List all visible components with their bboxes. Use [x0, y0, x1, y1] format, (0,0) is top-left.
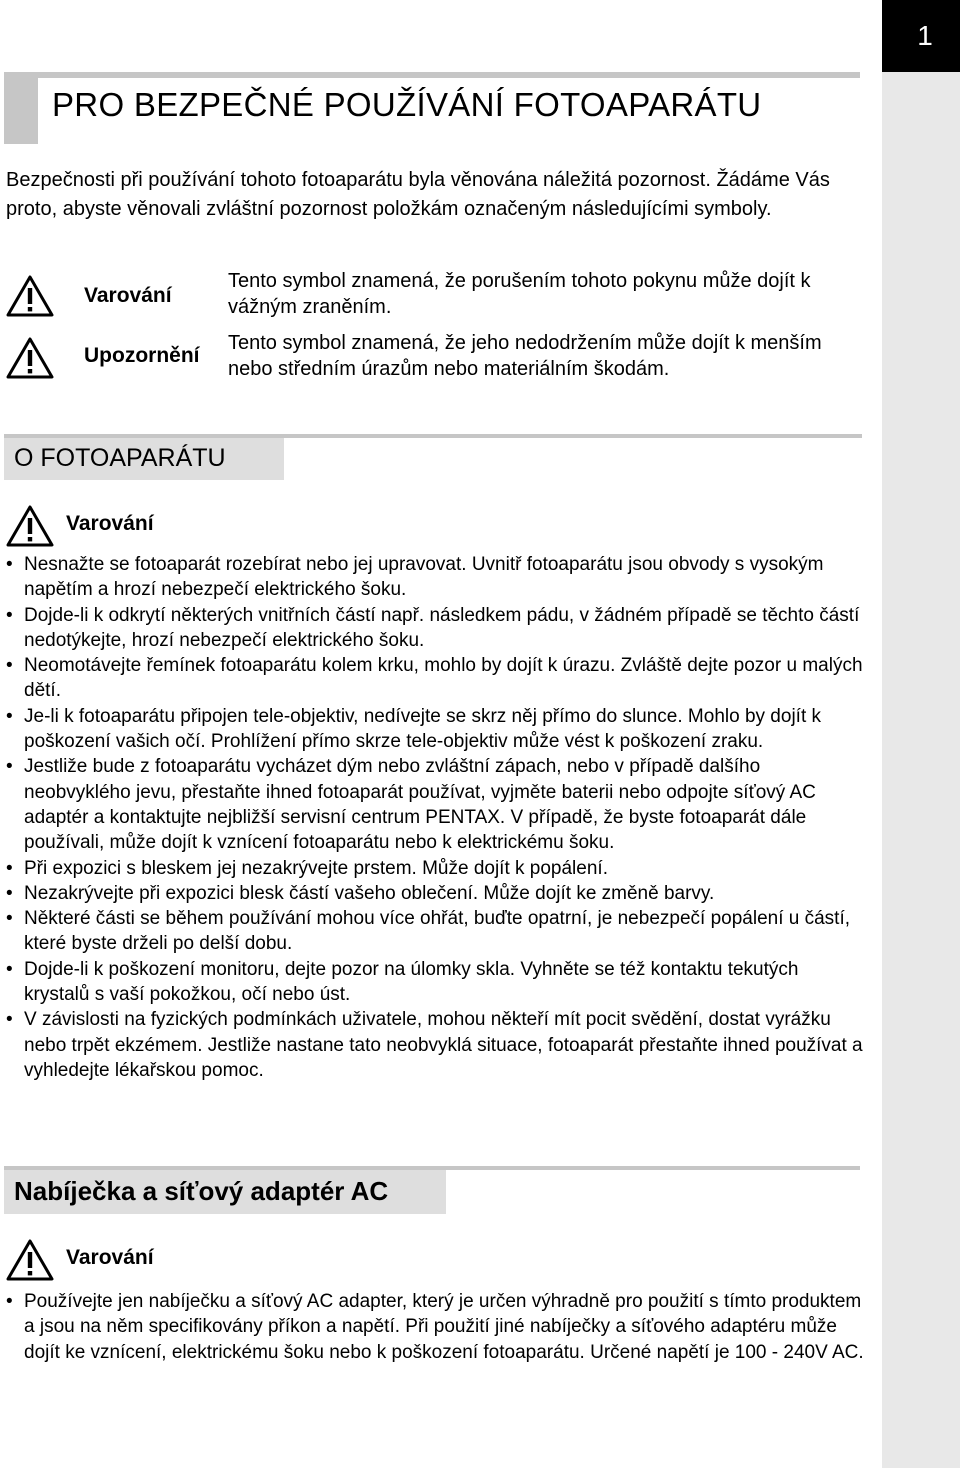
title-rule	[38, 72, 860, 78]
list-item: • Při expozici s bleskem jej nezakrývejte prstem. Může dojít k popálení.	[6, 856, 868, 881]
list-item: • Neomotávejte řemínek fotoaparátu kolem krku, mohlo by dojít k úrazu. Zvláště dejte pozor u malých dětí.	[6, 653, 868, 704]
page-title: PRO BEZPEČNÉ POUŽÍVÁNÍ FOTOAPARÁTU	[52, 86, 762, 123]
list-item: • V závislosti na fyzických podmínkách uživatele, mohou někteří mít pocit svědění, dostat vyrážku nebo trpět ekzémem. Jestliže nastane tato neobvyklá situace, fotoaparát přestaňte ihned používat a vyhledejte lékařskou pomoc.	[6, 1007, 868, 1083]
title-marker-block	[4, 72, 38, 144]
warning-label: Varování	[66, 1246, 154, 1269]
warning-list	[6, 1289, 868, 1365]
intro-text: Bezpečnosti při používání tohoto fotoaparátu byla věnována náležitá pozornost. Žádáme Vás proto, abyste věnovali zvláštní pozornost položkám označeným následujícími symboly.	[6, 169, 830, 220]
list-item: • Je-li k fotoaparátu připojen tele-objektiv, nedívejte se skrz něj přímo do slunce. Mohlo by dojít k poškození vašich očí. Prohlížení přímo skrze tele-objektiv může vést k poškození zraku.	[6, 704, 868, 755]
symbol-warning-text: Tento symbol znamená, že porušením tohoto pokynu může dojít k vážným zraněním.	[228, 270, 811, 318]
list-item: • Nezakrývejte při expozici blesk částí vašeho oblečení. Může dojít ke změně barvy.	[6, 881, 868, 906]
title-band	[4, 72, 860, 144]
list-item: • Některé části se během používání mohou více ohřát, buďte opatrní, je nebezpečí popálení u částí, které byste drželi po delší dobu.	[6, 906, 868, 957]
section-heading-box	[4, 1170, 446, 1214]
list-item: • Dojde-li k odkrytí některých vnitřních částí např. následkem pádu, v žádném případě se těchto částí nedotýkejte, hrozí nebezpečí elektrického šoku.	[6, 603, 868, 654]
symbol-caution-label: Upozornění	[84, 344, 200, 367]
list-item: • Nesnažte se fotoaparát rozebírat nebo jej upravovat. Uvnitř fotoaparátu jsou obvody s vysokým napětím a hrozí nebezpečí elektrického šoku.	[6, 552, 868, 603]
list-item: • Používejte jen nabíječku a síťový AC adapter, který je určen výhradně pro použití s tímto produktem a jsou na něm specifikovány příkon a napětí. Při použití jiné nabíječky a síťového adaptéru může dojít ke vznícení, elektrickému šoku nebo k poškození fotoaparátu. Určené napětí je 100 - 240V AC.	[6, 1289, 868, 1365]
section-heading-box	[4, 438, 284, 480]
symbol-caution-text: Tento symbol znamená, že jeho nedodržením může dojít k menším nebo středním úrazům nebo materiálním škodám.	[228, 332, 822, 380]
page-number-tab	[882, 0, 960, 72]
page-number: 1	[917, 20, 933, 51]
warning-triangle-icon	[6, 504, 54, 548]
warning-label: Varování	[66, 512, 154, 535]
side-strip	[882, 0, 960, 1468]
section-heading: Nabíječka a síťový adaptér AC	[14, 1176, 389, 1206]
list-item: • Dojde-li k poškození monitoru, dejte pozor na úlomky skla. Vyhněte se též kontaktu tekutých krystalů s vaší pokožkou, očí nebo úst.	[6, 957, 868, 1008]
caution-triangle-icon	[6, 336, 54, 380]
list-item: • Jestliže bude z fotoaparátu vycházet dým nebo zvláštní zápach, nebo v případě dalšího neobvyklého jevu, přestaňte ihned fotoaparát používat, vyjměte baterii nebo odpojte síťový AC adaptér a kontaktujte nejbližší servisní centrum PENTAX. V případě, že byste fotoaparát dále používali, může dojít k vznícení fotoaparátu nebo k elektrickému šoku.	[6, 754, 868, 855]
warning-triangle-icon	[6, 274, 54, 318]
symbol-warning-label: Varování	[84, 284, 172, 307]
warning-triangle-icon	[6, 1238, 54, 1282]
warning-list	[6, 552, 868, 1083]
symbol-caution	[6, 330, 876, 390]
symbol-warning	[6, 268, 876, 328]
section-heading: O FOTOAPARÁTU	[14, 444, 226, 472]
